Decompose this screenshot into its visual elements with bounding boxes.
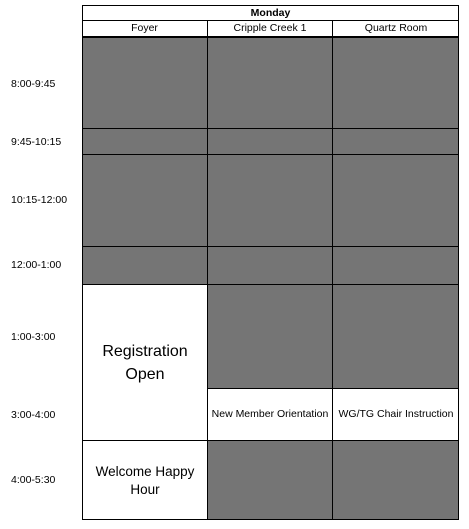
column-divider-1 bbox=[207, 20, 208, 520]
event-chair-instruction bbox=[333, 389, 459, 440]
room-header-quartz: Quartz Room bbox=[364, 22, 428, 34]
event-new-member-orientation bbox=[208, 389, 332, 440]
event-chair-instruction-label: WG/TG Chair Instruction bbox=[338, 408, 454, 420]
time-label-4-00: 4:00-5:30 bbox=[11, 474, 56, 486]
time-label-3-00: 3:00-4:00 bbox=[11, 409, 56, 421]
event-registration-label: Registration Open bbox=[102, 342, 188, 383]
time-label-12-00: 12:00-1:00 bbox=[11, 259, 62, 271]
time-label-10-15: 10:15-12:00 bbox=[11, 194, 68, 206]
time-label-1-00: 1:00-3:00 bbox=[11, 331, 56, 343]
event-welcome-label: Welcome Happy Hour bbox=[95, 463, 195, 497]
day-header: Monday bbox=[250, 7, 291, 19]
time-label-8-00: 8:00-9:45 bbox=[11, 78, 56, 90]
room-header-foyer: Foyer bbox=[131, 22, 158, 34]
rooms-divider bbox=[82, 36, 459, 38]
room-header-cripple-creek: Cripple Creek 1 bbox=[233, 22, 307, 34]
schedule-table bbox=[82, 5, 459, 520]
row-line-1200 bbox=[82, 246, 459, 247]
time-label-9-45: 9:45-10:15 bbox=[11, 136, 62, 148]
row-line-1015 bbox=[82, 154, 459, 155]
column-divider-2 bbox=[332, 20, 333, 520]
event-welcome-happy-hour bbox=[90, 441, 200, 520]
event-orientation-label: New Member Orientation bbox=[211, 408, 329, 420]
row-line-945-foyer bbox=[82, 128, 459, 129]
event-registration-open bbox=[90, 285, 200, 440]
